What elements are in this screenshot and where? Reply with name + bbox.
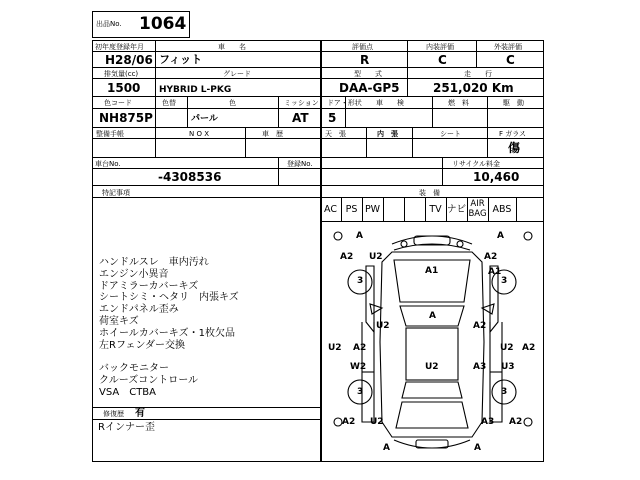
maintenance-note: Rインナー歪 <box>98 422 155 433</box>
row-line <box>92 138 544 139</box>
damage-mark: U2 <box>370 417 384 427</box>
model-value: DAA-GP5 <box>339 81 400 95</box>
col-line <box>487 127 488 157</box>
damage-mark: A3 <box>481 417 495 427</box>
damage-mark: W2 <box>350 362 367 372</box>
score-value: R <box>360 53 370 67</box>
mileage-value: 251,020 Km <box>433 81 514 95</box>
equipment-item: TV <box>429 204 442 215</box>
reg-no-label: 登録No. <box>287 160 313 168</box>
row-line <box>92 157 544 158</box>
sunroof-label: 天 張 <box>325 130 346 138</box>
body-outline <box>380 252 487 437</box>
nox-label: N O X <box>189 130 209 138</box>
equipment-item: AIR BAG <box>468 199 487 219</box>
maintenance-value: 有 <box>135 408 145 419</box>
interior-label: 内装評価 <box>426 43 454 51</box>
row-line <box>92 78 544 79</box>
note-line: ハンドルスレ 車内汚れ <box>99 257 209 268</box>
row-line <box>92 127 544 128</box>
damage-mark: 3 <box>501 276 508 286</box>
col-line <box>487 96 488 127</box>
equipment-item: PW <box>364 204 381 215</box>
row-line <box>92 168 544 169</box>
note-line: エンドパネル歪み <box>99 304 179 316</box>
note-line: ドアミラーカバーキズ <box>99 280 199 292</box>
exterior-value: C <box>506 53 515 67</box>
interior-value: C <box>438 53 447 67</box>
color-label: 色 <box>229 99 236 107</box>
equip-line <box>383 197 384 221</box>
color-value: パール <box>191 114 218 124</box>
seat-label: シート <box>440 130 461 138</box>
damage-mark: A1 <box>488 267 502 277</box>
col-line <box>155 127 156 157</box>
inspection-label: 車 検 <box>376 99 404 107</box>
note-line: クルーズコントロール <box>99 375 198 386</box>
displacement-value: 1500 <box>107 81 141 95</box>
damage-mark: A <box>383 443 390 453</box>
note-line: ホイールカバーキズ・1枚欠品 <box>99 327 235 339</box>
doors-label: ドア・形状 <box>327 99 362 107</box>
roof <box>406 328 458 380</box>
color-change-label: 色替 <box>162 99 176 107</box>
front-bumper <box>392 236 472 244</box>
damage-mark: A3 <box>473 362 487 372</box>
damage-mark: A2 <box>353 343 367 353</box>
grade-value: HYBRID L-PKG <box>159 85 232 95</box>
damage-mark: A2 <box>509 417 523 427</box>
damage-mark: A <box>474 443 481 453</box>
row-line <box>92 419 320 420</box>
lot-number-box <box>92 11 190 38</box>
equipment-item: AC <box>324 204 337 215</box>
col-line <box>278 96 279 127</box>
row-line <box>92 185 544 186</box>
interior-trim-label: 内 張 <box>377 130 398 138</box>
damage-mark: A2 <box>473 321 487 331</box>
equipment-item: ナビ <box>446 204 466 215</box>
damage-mark: A <box>497 231 504 241</box>
model-label: 型 式 <box>354 70 382 78</box>
displacement-label: 排気量(cc) <box>104 70 139 78</box>
score-label: 評価点 <box>352 43 373 51</box>
damage-mark: 3 <box>501 387 508 397</box>
equipment-label: 装 備 <box>419 189 440 197</box>
drive-label: 駆 動 <box>503 99 524 107</box>
mission-value: AT <box>292 111 309 125</box>
damage-mark: A2 <box>340 252 354 262</box>
damage-mark: A <box>429 311 436 321</box>
recycle-value: 10,460 <box>473 170 520 184</box>
damage-mark: A2 <box>342 417 356 427</box>
fuel-label: 燃 料 <box>448 99 469 107</box>
exterior-label: 外装評価 <box>494 43 522 51</box>
equip-line <box>404 197 405 221</box>
doors-value: 5 <box>328 111 337 125</box>
first-reg-label: 初年度登録年月 <box>95 43 144 51</box>
damage-mark: U2 <box>376 321 390 331</box>
color-code-label: 色コード <box>104 99 132 107</box>
mission-label: ミッション <box>284 99 319 107</box>
damage-mark: U2 <box>425 362 439 372</box>
manual-label: 整備手帳 <box>96 130 124 138</box>
history-label: 車 歴 <box>262 130 283 138</box>
damage-mark: A2 <box>522 343 536 353</box>
col-line <box>155 96 156 127</box>
car-name-label: 車 名 <box>218 43 246 51</box>
damage-mark: U2 <box>369 252 383 262</box>
equipment-item: ABS <box>492 204 512 215</box>
col-line <box>155 40 156 96</box>
note-line: VSA CTBA <box>99 386 157 398</box>
notes-label: 特記事項 <box>102 189 130 197</box>
rear-window <box>402 382 462 398</box>
maintenance-label: 修復歴 <box>103 410 124 418</box>
note-line: 荷室キズ <box>99 316 139 327</box>
note-line: エンジン小異音 <box>99 268 169 280</box>
col-line <box>407 40 408 68</box>
col-line <box>278 157 279 185</box>
lot-label: 出品No. <box>96 20 122 28</box>
car-name-value: フィット <box>159 53 203 66</box>
lot-number: 1064 <box>139 14 187 34</box>
damage-mark: U2 <box>500 343 514 353</box>
f-glass-value: 傷 <box>508 141 521 155</box>
equip-line <box>516 197 517 221</box>
equipment-item: PS <box>345 204 358 215</box>
col-line <box>476 40 477 68</box>
color-code-value: NH875P <box>99 111 153 125</box>
damage-mark: A1 <box>425 266 439 276</box>
mileage-label: 走 行 <box>464 70 492 78</box>
row-line <box>92 407 320 408</box>
col-line <box>245 127 246 157</box>
grade-label: グレード <box>223 70 251 78</box>
col-line <box>432 96 433 127</box>
col-line <box>187 96 188 127</box>
f-glass-label: F ガラス <box>499 130 527 138</box>
damage-mark: U2 <box>328 343 342 353</box>
recycle-label: リサイクル料金 <box>452 160 501 168</box>
damage-mark: 3 <box>357 387 364 397</box>
col-line <box>412 127 413 157</box>
row-line <box>92 108 544 109</box>
first-reg-value: H28/06 <box>105 53 153 67</box>
damage-mark: A <box>356 231 363 241</box>
chassis-value: -4308536 <box>158 170 222 184</box>
row-line <box>92 197 544 198</box>
rear-bumper <box>394 440 470 448</box>
col-line <box>442 157 443 185</box>
col-line <box>407 67 408 97</box>
note-line: シートシミ・ヘタリ 内張キズ <box>99 292 239 304</box>
damage-mark: A2 <box>484 252 498 262</box>
damage-mark: U3 <box>501 362 515 372</box>
note-line: 左Rフェンダー交換 <box>99 339 186 351</box>
damage-mark: 3 <box>357 276 364 286</box>
chassis-label: 車台No. <box>95 160 121 168</box>
col-line <box>366 127 367 157</box>
note-line: バックモニター <box>99 363 169 375</box>
